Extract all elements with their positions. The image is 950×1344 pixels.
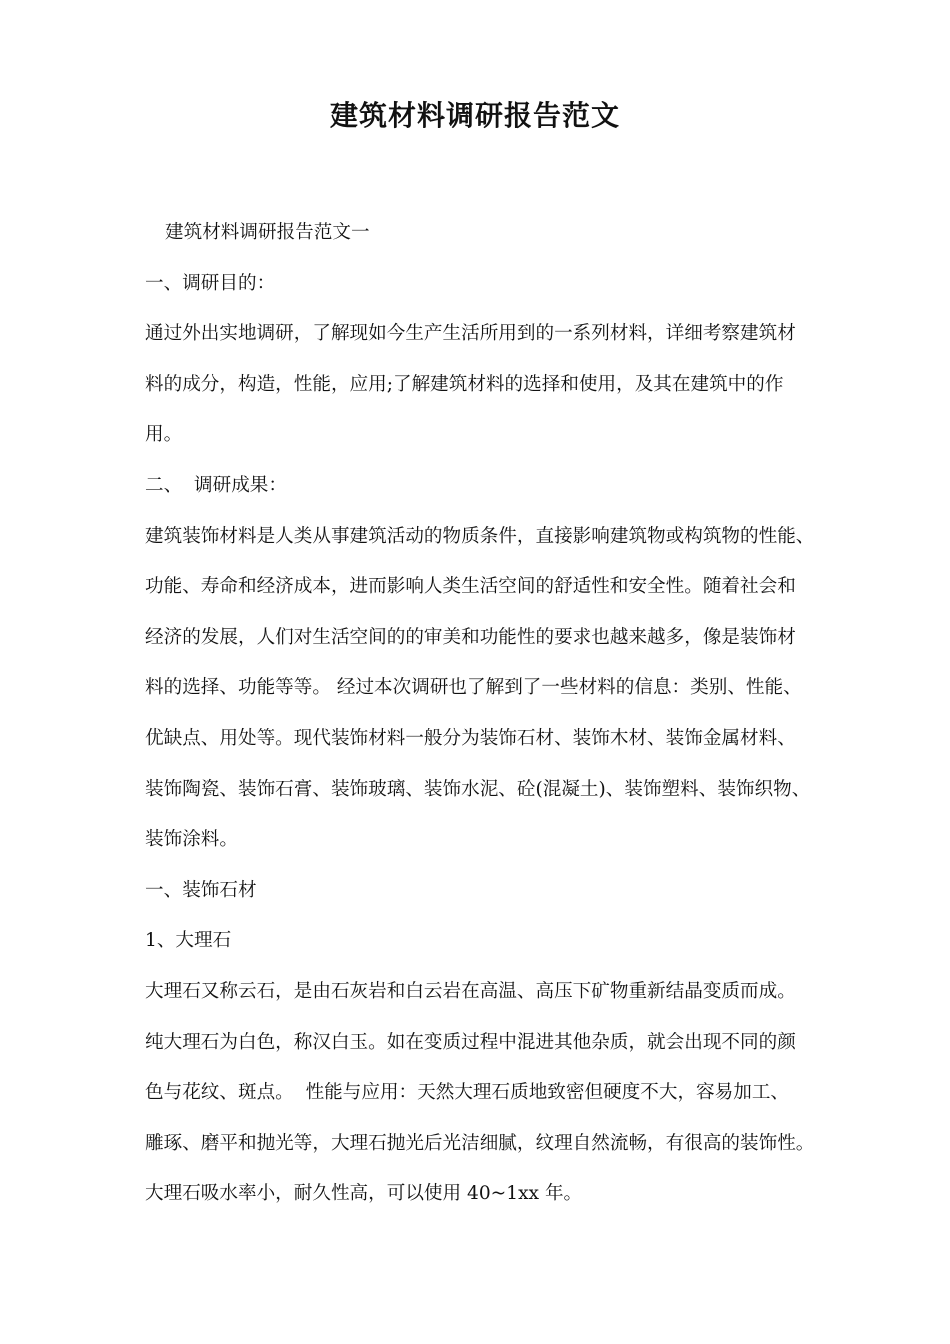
paragraph-line: 纯大理石为白色，称汉白玉。如在变质过程中混进其他杂质，就会出现不同的颜 [145, 1031, 796, 1053]
paragraph-line: 雕琢、磨平和抛光等，大理石抛光后光洁细腻，纹理自然流畅，有很高的装饰性。 [145, 1132, 815, 1154]
heading-results: 二、 调研成果： [145, 474, 287, 496]
paragraph-line: 大理石吸水率小，耐久性高，可以使用 40~1xx 年。 [145, 1183, 583, 1205]
document-body [145, 208, 825, 1220]
heading-marble: 1、大理石 [145, 930, 232, 952]
paragraph-line: 装饰涂料。 [145, 829, 238, 851]
document-title: 建筑材料调研报告范文 [329, 99, 620, 132]
paragraph-line: 色与花纹、斑点。 性能与应用：天然大理石质地致密但硬度不大，容易加工、 [145, 1082, 790, 1104]
paragraph-line: 料的成分，构造，性能，应用;了解建筑材料的选择和使用，及其在建筑中的作 [145, 373, 784, 395]
paragraph-line: 料的选择、功能等等。 经过本次调研也了解到了一些材料的信息：类别、性能、 [145, 677, 802, 699]
paragraph-line: 装饰陶瓷、装饰石膏、装饰玻璃、装饰水泥、砼(混凝土)、装饰塑料、装饰织物、 [145, 778, 811, 800]
paragraph-line: 通过外出实地调研，了解现如今生产生活所用到的一系列材料，详细考察建筑材 [145, 323, 796, 345]
paragraph-line: 功能、寿命和经济成本，进而影响人类生活空间的舒适性和安全性。随着社会和 [145, 576, 796, 598]
paragraph-line: 用。 [145, 424, 183, 446]
section-heading: 建筑材料调研报告范文一 [165, 222, 370, 243]
paragraph-line: 经济的发展，人们对生活空间的的审美和功能性的要求也越来越多，像是装饰材 [145, 626, 796, 648]
paragraph-line: 建筑装饰材料是人类从事建筑活动的物质条件，直接影响建筑物或构筑物的性能、 [145, 525, 815, 547]
paragraph-line: 大理石又称云石，是由石灰岩和白云岩在高温、高压下矿物重新结晶变质而成。 [145, 980, 796, 1002]
heading-stone: 一、装饰石材 [145, 879, 257, 901]
heading-purpose: 一、调研目的： [145, 272, 276, 294]
paragraph-line: 优缺点、用处等。现代装饰材料一般分为装饰石材、装饰木材、装饰金属材料、 [145, 727, 796, 749]
